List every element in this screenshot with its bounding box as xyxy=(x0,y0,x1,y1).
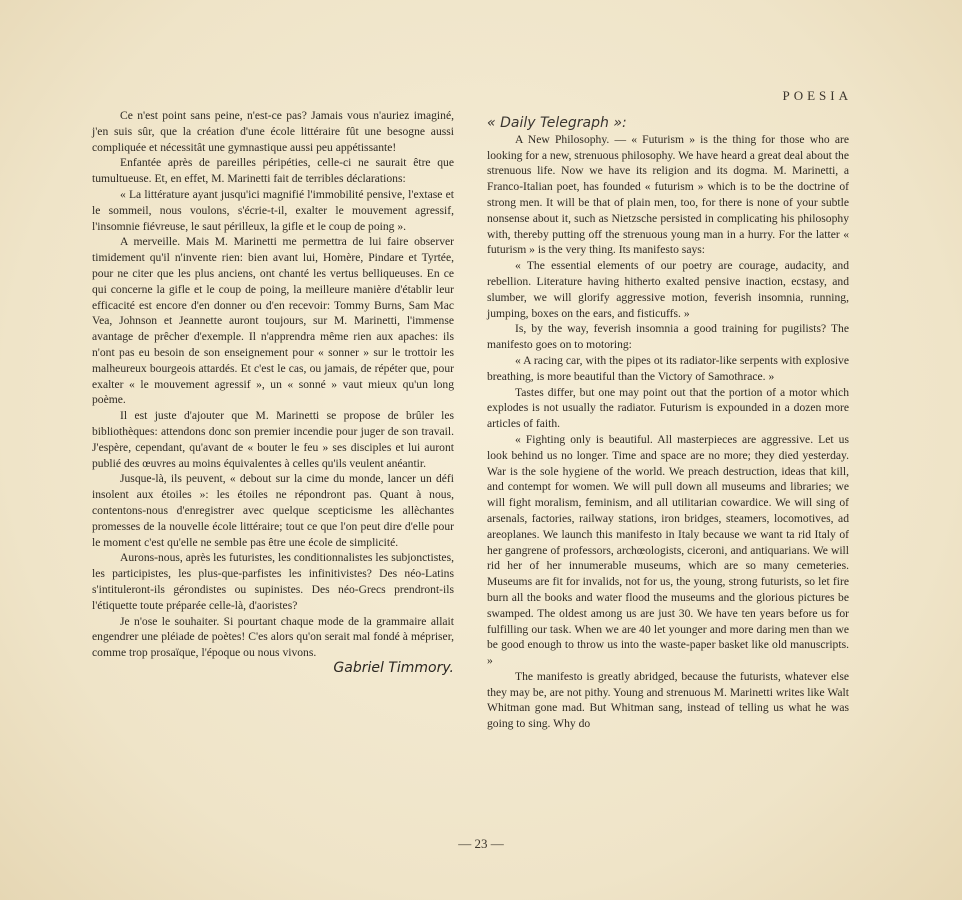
paragraph: Enfantée après de pareilles péripéties, celle-ci ne saurait être que tumultueuse. Et, en effet, M. Marinetti fait de terribles déclarations: xyxy=(92,156,454,186)
running-head: POESIA xyxy=(782,88,852,103)
paragraph: Il est juste d'ajouter que M. Marinetti se propose de brûler les bibliothèques: attendons donc son premier incendie pour juger de son travail. J'espère, cependant, qu'avant de « bouter le feu » ses disciples et lui auront publié des œuvres au moins équivalentes à celles qu'ils veulent anéantir. xyxy=(92,409,454,470)
paragraph: « The essential elements of our poetry are courage, audacity, and rebellion. Literature having hitherto exalted pensive inaction, ecstasy, and slumber, we will glorify aggressive motion, feverish insomnia, running, jumping, boxes on the ears, and fisticuffs. » xyxy=(487,259,849,320)
paragraph: « A racing car, with the pipes ot its radiator-like serpents with explosive breathing, is more beautiful than the Victory of Samothrace. » xyxy=(487,353,849,383)
left-column xyxy=(92,108,454,677)
paragraph: Is, by the way, feverish insomnia a good training for pugilists? The manifesto goes on to motoring: xyxy=(487,322,849,352)
paragraph: The manifesto is greatly abridged, because the futurists, whatever else they may be, are not pithy. Young and strenuous M. Marinetti writes like Walt Whitman gone mad. But Whitman sang, instead of telling us what he was going to sing. Why do xyxy=(487,669,849,731)
source-heading: « Daily Telegraph »: xyxy=(487,115,627,131)
right-column xyxy=(487,116,849,732)
paragraph: « La littérature ayant jusqu'ici magnifié l'immobilité pensive, l'extase et le sommeil, nous voulons, s'écrie-t-il, exalter le mouvement agressif, l'insomnie fiévreuse, le saut périlleux, la gifle et le coup de poing ». xyxy=(92,187,454,233)
paragraph: A merveille. Mais M. Marinetti me permettra de lui faire observer timidement qu'il n'invente rien: bien avant lui, Homère, Pindare et Tyrtée, pour ne citer que les plus anciens, ont chanté les vertus belliqueuses. En ce qui concerne la gifle et le coup de poing, la meilleure manière d'établir leur efficacité est encore d'en donner ou d'en recevoir: Tommy Burns, Sam Mac Vea, Johnson et Jeannette auront toujours, sur M. Marinetti, l'immense avantage de prêcher d'exemple. Il n'apprendra même rien aux apaches: ils n'ont pas eu besoin de son enseignement pour « sonner » sur le trottoir les malheureux bourgeois attardés. Et c'est le cas, ou jamais, de répéter que, pour exalter « le mouvement agressif », un « sonné » vaut mieux qu'un long poème. xyxy=(92,235,454,407)
signature: Gabriel Timmory. xyxy=(333,659,454,676)
paragraph: Ce n'est point sans peine, n'est-ce pas? Jamais vous n'auriez imaginé, j'en suis sûr, que la création d'une école littéraire fût une besogne aussi compliquée et nécessitât une gymnastique aussi peu appétissante! xyxy=(92,109,454,154)
paragraph: Tastes differ, but one may point out that the portion of a motor which explodes is not usually the radiator. Futurism is expounded in a dozen more articles of faith. xyxy=(487,385,849,431)
paragraph: Jusque-là, ils peuvent, « debout sur la cime du monde, lancer un défi insolent aux étoiles »: les étoiles ne répondront pas. Quant à nous, contentons-nous d'enregistrer avec quelque scepticisme les allèchantes promesses de la nouvelle école littéraire; tout ce que l'on peut dire d'elle pour le moment c'est qu'elle ne semble pas être une école de simplicité. xyxy=(92,472,454,549)
paragraph: « Fighting only is beautiful. All masterpieces are aggressive. Let us look behind us no longer. Time and space are no more; they died yesterday. War is the sole hygiene of the world. We preach destruction, ideas that kill, and contempt for women. We will pull down all museums and libraries; we will fight moralism, feminism, and all utilitarian cowardice. We will sing of arsenals, factories, railway stations, iron bridges, steamers, locomotives, ad areoplanes. We launch this manifesto in Italy because we want ta rid Italy of her gangrene of professors, archœologists, ciceroni, and antiquarians. We will rid her of her innumerable museums, which are so many cemeteries. Museums are fit for invalids, not for us, the young, strong futurists, so let fire burn all the books and water flood the museums and the glorious pictures be swamped. The oldest among us are just 30. We have ten years before us for fulfilling our task. When we are 40 let younger and more daring men than we be good enough to throw us into the waste-paper basket like old manuscripts. » xyxy=(487,432,849,668)
paragraph: Je n'ose le souhaiter. Si pourtant chaque mode de la grammaire allait engendrer une pléiade de poètes! C'es alors qu'on serait mal fondé à mépriser, comme trop prosaïque, l'époque ou nous vivons. xyxy=(92,614,454,660)
page-number: — 23 — xyxy=(458,836,504,851)
paragraph: Aurons-nous, après les futuristes, les conditionnalistes les subjonctistes, les participistes, les plus-que-parfistes les infinitivistes? Des néo-Latins s'intituleront-ils gérondistes ou supinistes. Des néo-Grecs prendront-ils l'étiquette toute préparée celle-là, d'aoristes? xyxy=(92,551,454,612)
paragraph: A New Philosophy. — « Futurism » is the thing for those who are looking for a new, strenuous philosophy. We have heard a great deal about the strenuous life. Now we have its religion and its dogma. M. Marinetti, a Franco-Italian poet, has founded « futurism » which is to be the doctrine of strong men. It will be that of plain men, too, for there is none of your subtle nonsense about it, such as Nietzsche persisted in complicating his philosophy with, thereby putting off the strenuous young man in a hurry. For the latter « futurism » is the very thing. Its manifesto says: xyxy=(487,132,849,257)
